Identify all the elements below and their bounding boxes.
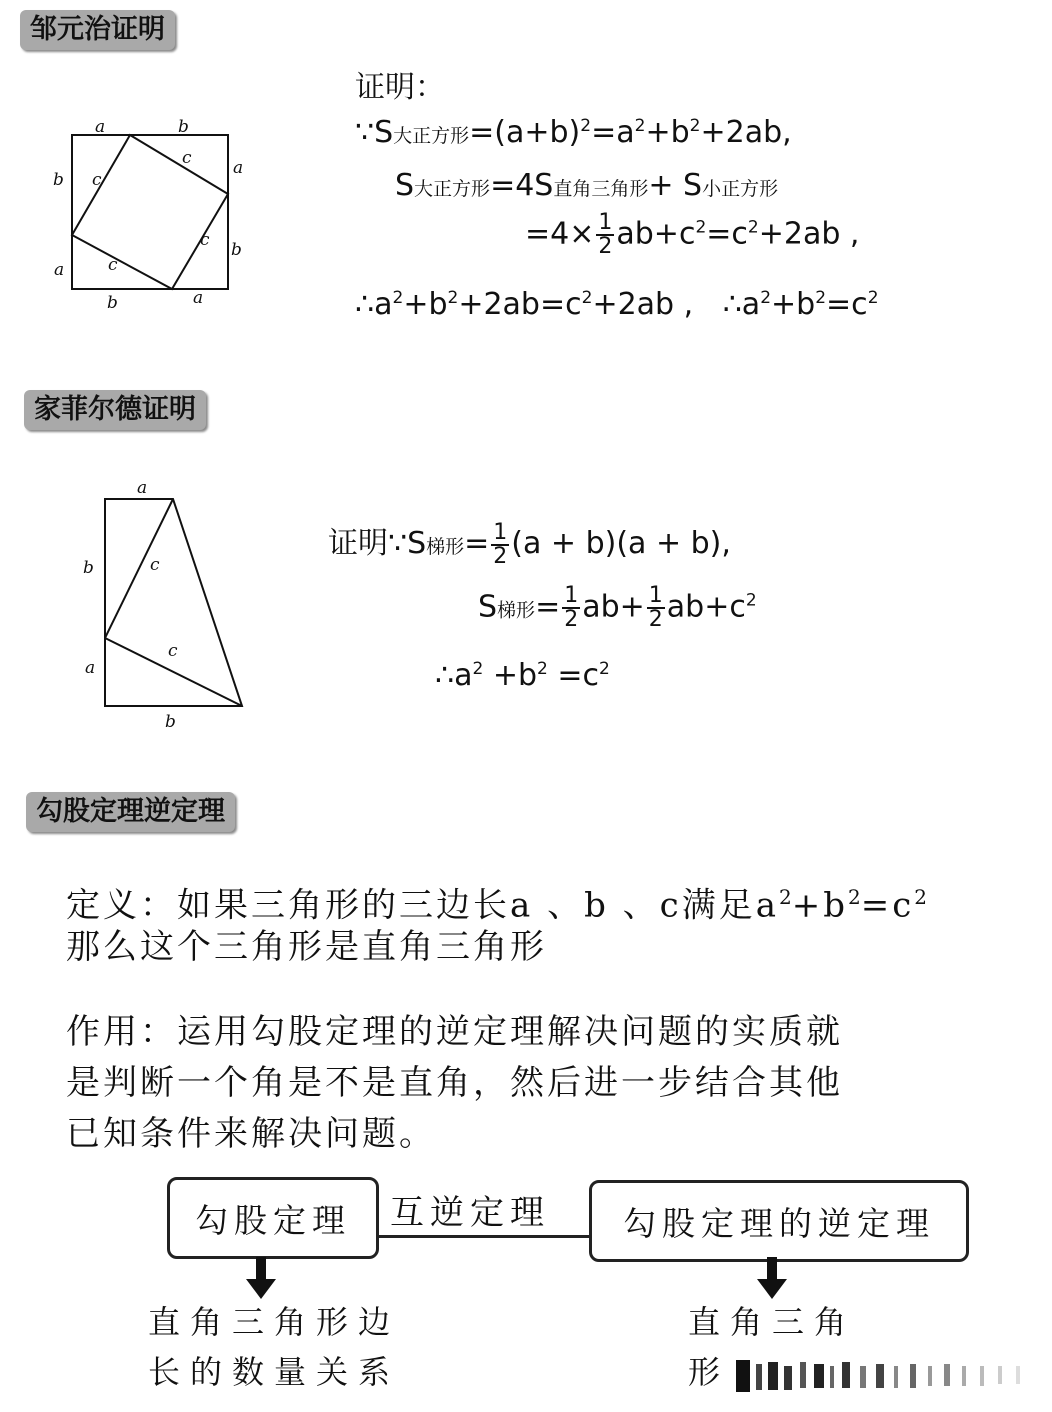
section-tag-converse: 勾股定理逆定理: [26, 792, 235, 832]
pythagorean-theorem-box: 勾股定理: [167, 1177, 379, 1259]
label-c: c: [150, 555, 160, 575]
label-a: a: [54, 260, 65, 280]
down-arrow-icon: [757, 1257, 787, 1301]
watermark-overlay: [730, 1352, 1050, 1398]
label-c: c: [200, 230, 210, 250]
usage-line1: 作用：运用勾股定理的逆定理解决问题的实质就: [66, 1012, 843, 1052]
label-b: b: [178, 117, 189, 137]
right-result-line1: 直角三角: [688, 1303, 857, 1341]
garfield-proof-line1: 证明∵S梯形= $\frac{1}{2}$ (a + b)(a + b),: [328, 519, 731, 569]
label-b: b: [107, 293, 118, 313]
label-b: b: [165, 712, 176, 732]
label-b: b: [231, 240, 242, 260]
section-tag-garfield: 家菲尔德证明: [24, 390, 206, 430]
zou-proof-line2: S大正方形=4S直角三角形+ S小正方形: [395, 168, 779, 203]
label-a: a: [95, 117, 106, 137]
definition-line1: 定义：如果三角形的三边长a 、b 、c满足$a^2+b^2=c^2$: [66, 885, 927, 926]
section-tag-zou: 邹元治证明: [20, 10, 175, 50]
definition-line2: 那么这个三角形是直角三角形: [66, 927, 547, 967]
zou-proof-title: 证明：: [355, 70, 445, 105]
zou-proof-line3: =4× $\frac{1}{2}$ $ab+c^2=c^2+2ab$ ,: [525, 210, 860, 259]
label-b: b: [83, 558, 94, 578]
right-result-line2: 形: [688, 1353, 731, 1391]
zou-proof-line4: $\therefore a^2+b^2+2ab=c^2+2ab$ , $\therefore a^2+b^2=c^2$: [355, 287, 879, 322]
label-a: a: [233, 158, 244, 178]
garfield-proof-line3: $\therefore a^2 +b^2 =c^2$: [435, 658, 610, 693]
left-result-line2: 长的数量关系: [148, 1353, 401, 1391]
garfield-proof-diagram: [75, 475, 265, 735]
garfield-proof-line2: S梯形= $\frac{1}{2}$ ab+ $\frac{1}{2}$ $ab+c^2$: [478, 583, 757, 632]
usage-line3: 已知条件来解决问题。: [66, 1114, 436, 1154]
usage-line2: 是判断一个角是不是直角，然后进一步结合其他: [66, 1063, 843, 1103]
label-a: a: [85, 658, 96, 678]
label-c: c: [92, 170, 102, 190]
label-c: c: [108, 255, 118, 275]
converse-theorem-box: 勾股定理的逆定理: [589, 1180, 969, 1262]
down-arrow-icon: [246, 1257, 276, 1301]
left-result-line1: 直角三角形边: [148, 1303, 401, 1341]
label-a: a: [137, 478, 148, 498]
label-b: b: [53, 170, 64, 190]
zou-proof-line1: ∵S大正方形$=(a+b)^2=a^2+b^2+2ab$,: [355, 115, 792, 150]
label-c: c: [182, 148, 192, 168]
label-c: c: [168, 641, 178, 661]
zou-proof-diagram: [50, 115, 250, 315]
connector-label: 互逆定理: [390, 1193, 550, 1233]
label-a: a: [193, 288, 204, 308]
connector-line: [376, 1235, 589, 1238]
